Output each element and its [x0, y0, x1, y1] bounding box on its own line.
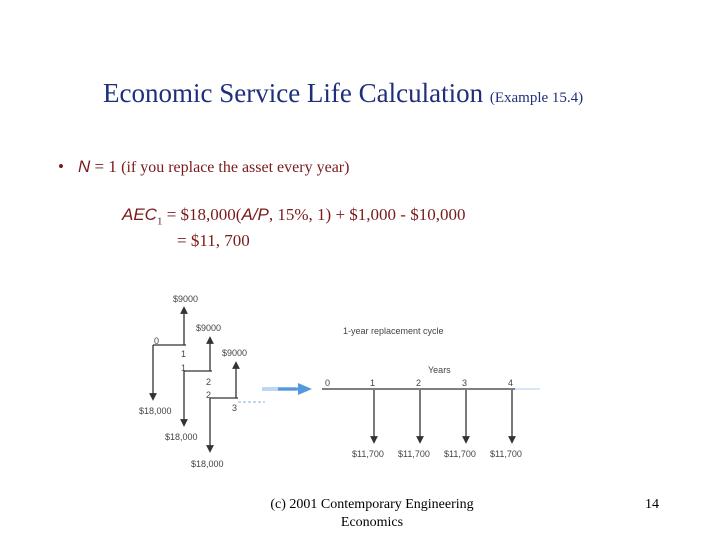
bullet-dot: •: [58, 157, 64, 176]
payment-arrows: [374, 390, 512, 440]
year-tick-4: 4: [508, 378, 514, 388]
year-tick-2: 2: [416, 378, 422, 388]
payment-label-3: $11,700: [444, 449, 476, 459]
year-tick-3: 3: [462, 378, 468, 388]
transition-arrow: [262, 383, 312, 395]
aec-eq-part-1: = $18,000(: [162, 205, 242, 224]
tick-0: 0: [154, 336, 160, 346]
tick-1a: 1: [181, 349, 187, 359]
label-9000-1: $9000: [173, 294, 199, 304]
payment-label-4: $11,700: [490, 449, 522, 459]
bullet-n-value: = 1: [90, 157, 117, 176]
cycle-title: 1-year replacement cycle: [343, 326, 444, 336]
label-9000-2: $9000: [196, 323, 222, 333]
label-18000-3: $18,000: [191, 459, 224, 469]
payment-label-1: $11,700: [352, 449, 384, 459]
year-tick-0: 0: [325, 378, 331, 388]
tick-1b: 1: [181, 363, 187, 373]
tick-2b: 2: [206, 390, 212, 400]
year-tick-1: 1: [370, 378, 376, 388]
label-18000-1: $18,000: [139, 406, 172, 416]
label-9000-3: $9000: [222, 348, 248, 358]
title-main: Economic Service Life Calculation: [103, 78, 484, 108]
page-number: 14: [645, 497, 659, 512]
tick-2a: 2: [206, 377, 212, 387]
years-label: Years: [428, 365, 451, 375]
payment-label-2: $11,700: [398, 449, 430, 459]
title-example-ref: (Example 15.4): [489, 90, 584, 106]
aec-ap-factor: A/P: [241, 205, 269, 224]
aec-variable: AEC: [122, 205, 157, 224]
aec-equation-line-2: = $11, 700: [177, 231, 250, 250]
label-18000-2: $18,000: [165, 432, 198, 442]
bullet-description: (if you replace the asset every year): [121, 159, 350, 176]
footer-copyright: (c) 2001 Contemporary Engineering Economics: [270, 497, 474, 530]
tick-3: 3: [232, 403, 238, 413]
aec-subscript: 1: [156, 215, 163, 228]
bullet-n-variable: N: [78, 157, 91, 176]
aec-eq-part-2: , 15%, 1) + $1,000 - $10,000: [268, 205, 466, 224]
